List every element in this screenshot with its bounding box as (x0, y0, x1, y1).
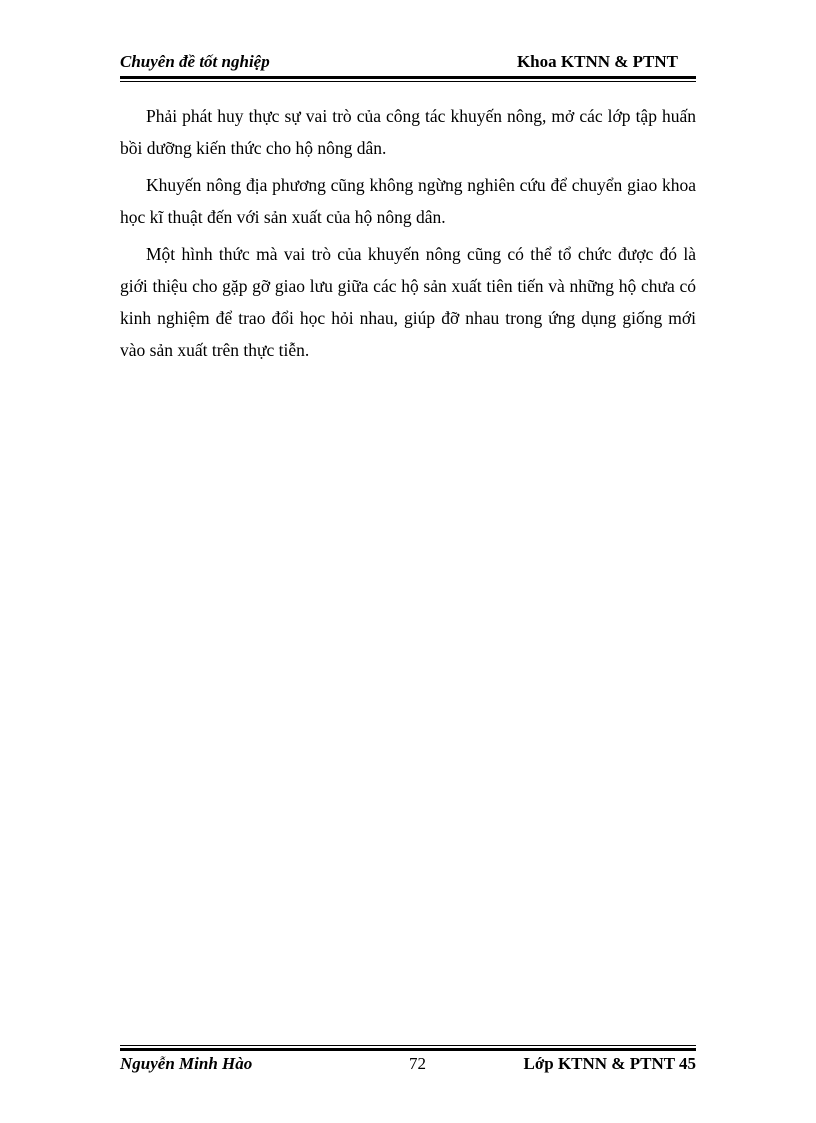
body-paragraph-2: Khuyến nông địa phương cũng không ngừng nghiên cứu để chuyển giao khoa học kĩ thuật đến với sản xuất của hộ nông dân. (120, 175, 696, 227)
header-document-type: Chuyên đề tốt nghiệp (120, 52, 270, 71)
footer-class: Lớp KTNN & PTNT 45 (523, 1054, 696, 1073)
header-rule-thick (120, 76, 696, 79)
footer-rule-thin (120, 1045, 696, 1046)
header-faculty: Khoa KTNN & PTNT (516, 52, 678, 71)
page-header (120, 52, 696, 76)
body-paragraph-3: Một hình thức mà vai trò của khuyến nông cũng có thể tổ chức được đó là giới thiệu cho gặp gỡ giao lưu giữa các hộ sản xuất tiên tiến và những hộ chưa có kinh nghiệm để trao đổi học hỏi nhau, giúp đỡ nhau trong ứng dụng giống mới vào sản xuất trên thực tiễn. (120, 244, 696, 360)
body-paragraph-1: Phải phát huy thực sự vai trò của công tác khuyến nông, mở các lớp tập huấn bồi dưỡng kiến thức cho hộ nông dân. (120, 106, 696, 158)
footer-page-number: 72 (409, 1054, 426, 1073)
footer-author: Nguyễn Minh Hào (120, 1054, 253, 1073)
footer-rule-thick (120, 1048, 696, 1051)
page-body (120, 100, 696, 371)
page-footer (120, 1054, 696, 1078)
header-rule-thin (120, 81, 696, 82)
